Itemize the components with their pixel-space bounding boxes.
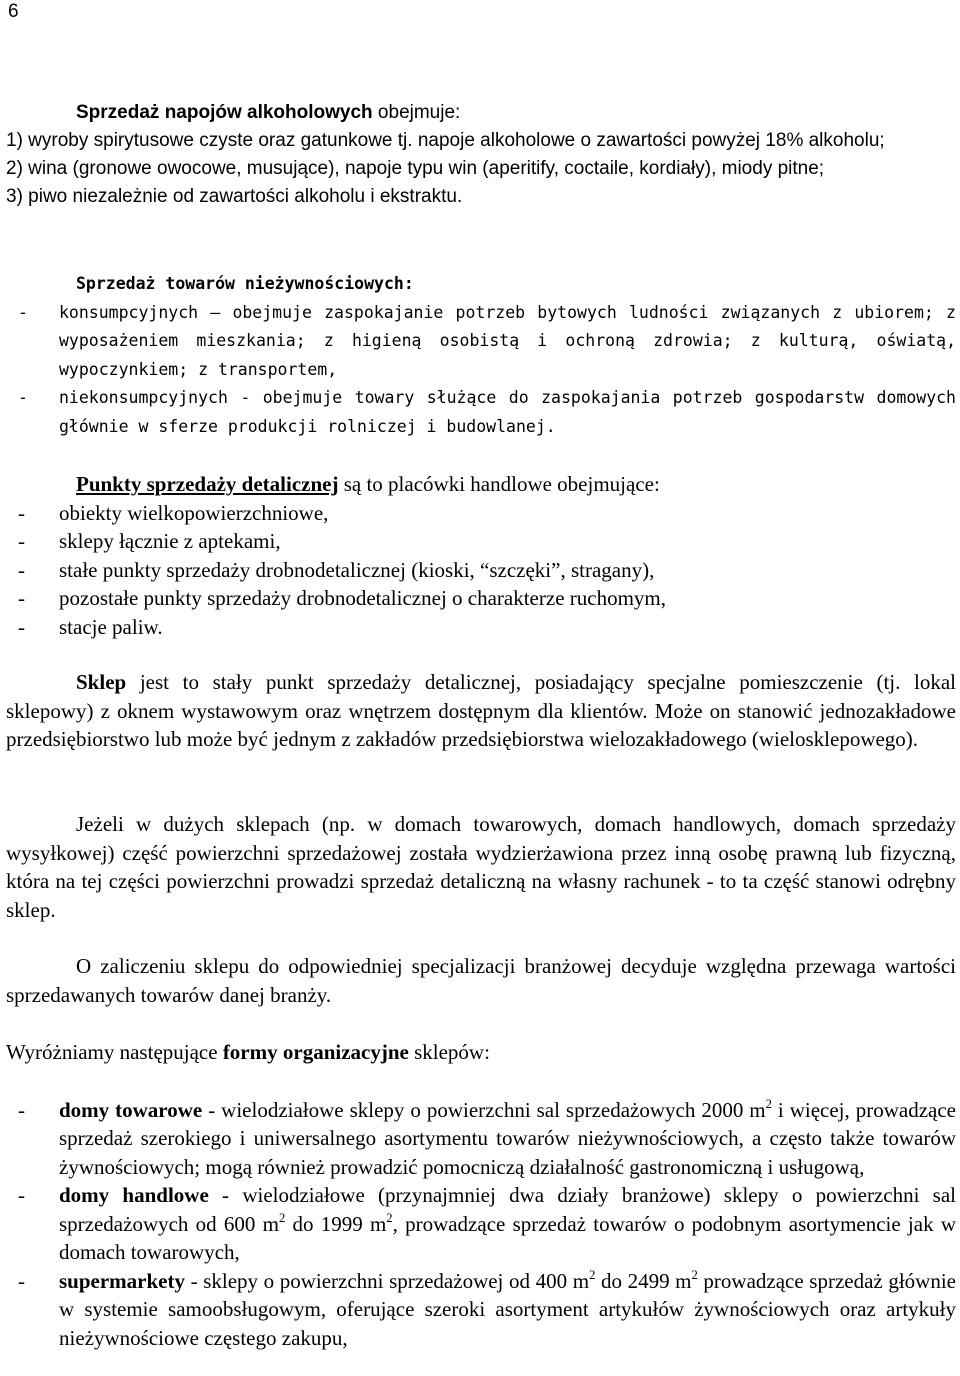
forms-section <box>6 1038 956 1352</box>
large-shops-paragraph: Jeżeli w dużych sklepach (np. w domach towarowych, domach handlowych, domach sprzedaży wysyłkowej) część powierzchni sprzedażowej została wydzierżawiona przez inną osobę prawną lub fizyczną, która na tej części powierzchni prowadzi sprzedaż detaliczną na własny rachunek - to ta część stanowi odrębny sklep. <box>6 812 956 922</box>
dash-bullet: - <box>18 1268 25 1293</box>
shop-paragraph <box>6 668 956 754</box>
dash-bullet: - <box>18 529 25 553</box>
retail-section <box>6 470 956 641</box>
form-name: domy towarowe <box>59 1097 203 1122</box>
list-item-text: niekonsumpcyjnych - obejmuje towary służące do zaspokajania potrzeb gospodarstw domowych głównie w sferze produkcji rolniczej i budowlanej. <box>59 388 956 436</box>
alcohol-list <box>6 127 956 211</box>
dash-bullet: - <box>18 388 28 407</box>
nonfood-list <box>6 299 956 442</box>
dash-bullet: - <box>18 302 28 322</box>
list-item: 3) piwo niezależnie od zawartości alkoholu i ekstraktu. <box>6 186 463 207</box>
page-number: 6 <box>8 1 19 22</box>
list-item: - domy towarowe - wielodziałowe sklepy o powierzchni sal sprzedażowych 2000 $m^2$ i więcej, prowadzące sprzedaż szerokiego i uniwersalnego asortymentu towarów nieżywnościowych, a często także towarów żywnościowych; mogą również prowadzić pomocniczą działalność gastronomiczną i usługową, <box>18 1096 956 1179</box>
list-item-text: stałe punkty sprzedaży drobnodetalicznej (kioski, “szczęki”, stragany), <box>59 557 655 582</box>
list-item <box>6 384 956 441</box>
list-item-text: obiekty wielkopowierzchniowe, <box>59 500 329 525</box>
list-item <box>6 527 956 556</box>
nonfood-title: Sprzedaż towarów nieżywnościowych: <box>76 274 414 293</box>
dash-bullet: - <box>18 1183 25 1207</box>
dash-bullet: - <box>18 586 25 610</box>
dash-bullet: - <box>18 500 25 525</box>
alcohol-intro: obejmuje: <box>372 102 461 123</box>
list-item: - supermarkety - sklepy o powierzchni sprzedażowej od 400 $m^2$ do 2499 $m^2$ prowadzące sprzedaż głównie w systemie samoobsługowym, oferujące szeroki asortyment artykułów żywnościowych oraz artykuły nieżywnościowe częstego zakupu, <box>18 1267 956 1350</box>
list-item: 1) wyroby spirytusowe czyste oraz gatunkowe tj. napoje alkoholowe o zawartości powyżej 18% alkoholu; <box>6 130 885 151</box>
alcohol-title: Sprzedaż napojów alkoholowych <box>76 102 373 123</box>
list-item-text: konsumpcyjnych – obejmuje zaspokajanie potrzeb bytowych ludności związanych z ubiorem; z wyposażeniem mieszkania; z higieną osobistą i ochroną zdrowia; z kulturą, oświatą, wypoczynkiem; z transportem, <box>59 302 956 379</box>
retail-heading <box>6 470 956 499</box>
specialization-section <box>6 952 956 1009</box>
retail-title: Punkty sprzedaży detalicznej <box>76 472 339 496</box>
list-item <box>6 499 956 528</box>
shop-title: Sklep <box>76 670 127 694</box>
retail-list <box>6 499 956 642</box>
list-item <box>6 584 956 613</box>
list-item-text: stacje paliw. <box>59 614 163 639</box>
shop-section <box>6 668 956 754</box>
list-item <box>6 613 956 642</box>
forms-intro: Wyróżniamy następujące formy organizacyjne sklepów: <box>6 1040 490 1064</box>
list-item-text: pozostałe punkty sprzedaży drobnodetalicznej o charakterze ruchomym, <box>59 586 667 610</box>
dash-bullet: - <box>18 614 25 639</box>
nonfood-heading <box>6 270 956 299</box>
list-item <box>6 556 956 585</box>
dash-bullet: - <box>18 1097 25 1122</box>
list-item: - domy handlowe - wielodziałowe (przynajmniej dwa działy branżowe) sklepy o powierzchni sal sprzedażowych od 600 $m^2$ do 1999 $m^2$, prowadzące sprzedaż towarów o podobnym asortymencie jak w domach towarowych, <box>18 1183 956 1264</box>
large-shops-section <box>6 810 956 924</box>
dash-bullet: - <box>18 557 25 582</box>
list-item <box>6 299 956 385</box>
list-item-text: sklepy łącznie z aptekami, <box>59 529 281 553</box>
form-name: supermarkety <box>59 1268 185 1293</box>
forms-intro-bold: formy organizacyjne <box>222 1040 409 1064</box>
shop-text: jest to stały punkt sprzedaży detalicznej, posiadający specjalne pomieszczenie (tj. lokal sklepowy) z oknem wystawowym oraz wnętrzem dostępnym dla klientów. Może on stanowić jednozakładowe przedsiębiorstwo lub może być jednym z zakładów przedsiębiorstwa wielozakładowego (wielosklepowego). <box>6 670 956 751</box>
alcohol-section <box>6 99 956 211</box>
list-item: 2) wina (gronowe owocowe, musujące), napoje typu win (aperitify, coctaile, kordiały), miody pitne; <box>6 158 825 179</box>
specialization-paragraph: O zaliczeniu sklepu do odpowiedniej specjalizacji branżowej decyduje względna przewaga wartości sprzedawanych towarów danej branży. <box>6 954 956 1007</box>
retail-intro: są to placówki handlowe obejmujące: <box>338 472 660 496</box>
nonfood-section <box>6 270 956 441</box>
forms-list <box>6 1096 956 1353</box>
form-name: domy handlowe <box>59 1183 209 1207</box>
alcohol-heading <box>6 99 956 127</box>
